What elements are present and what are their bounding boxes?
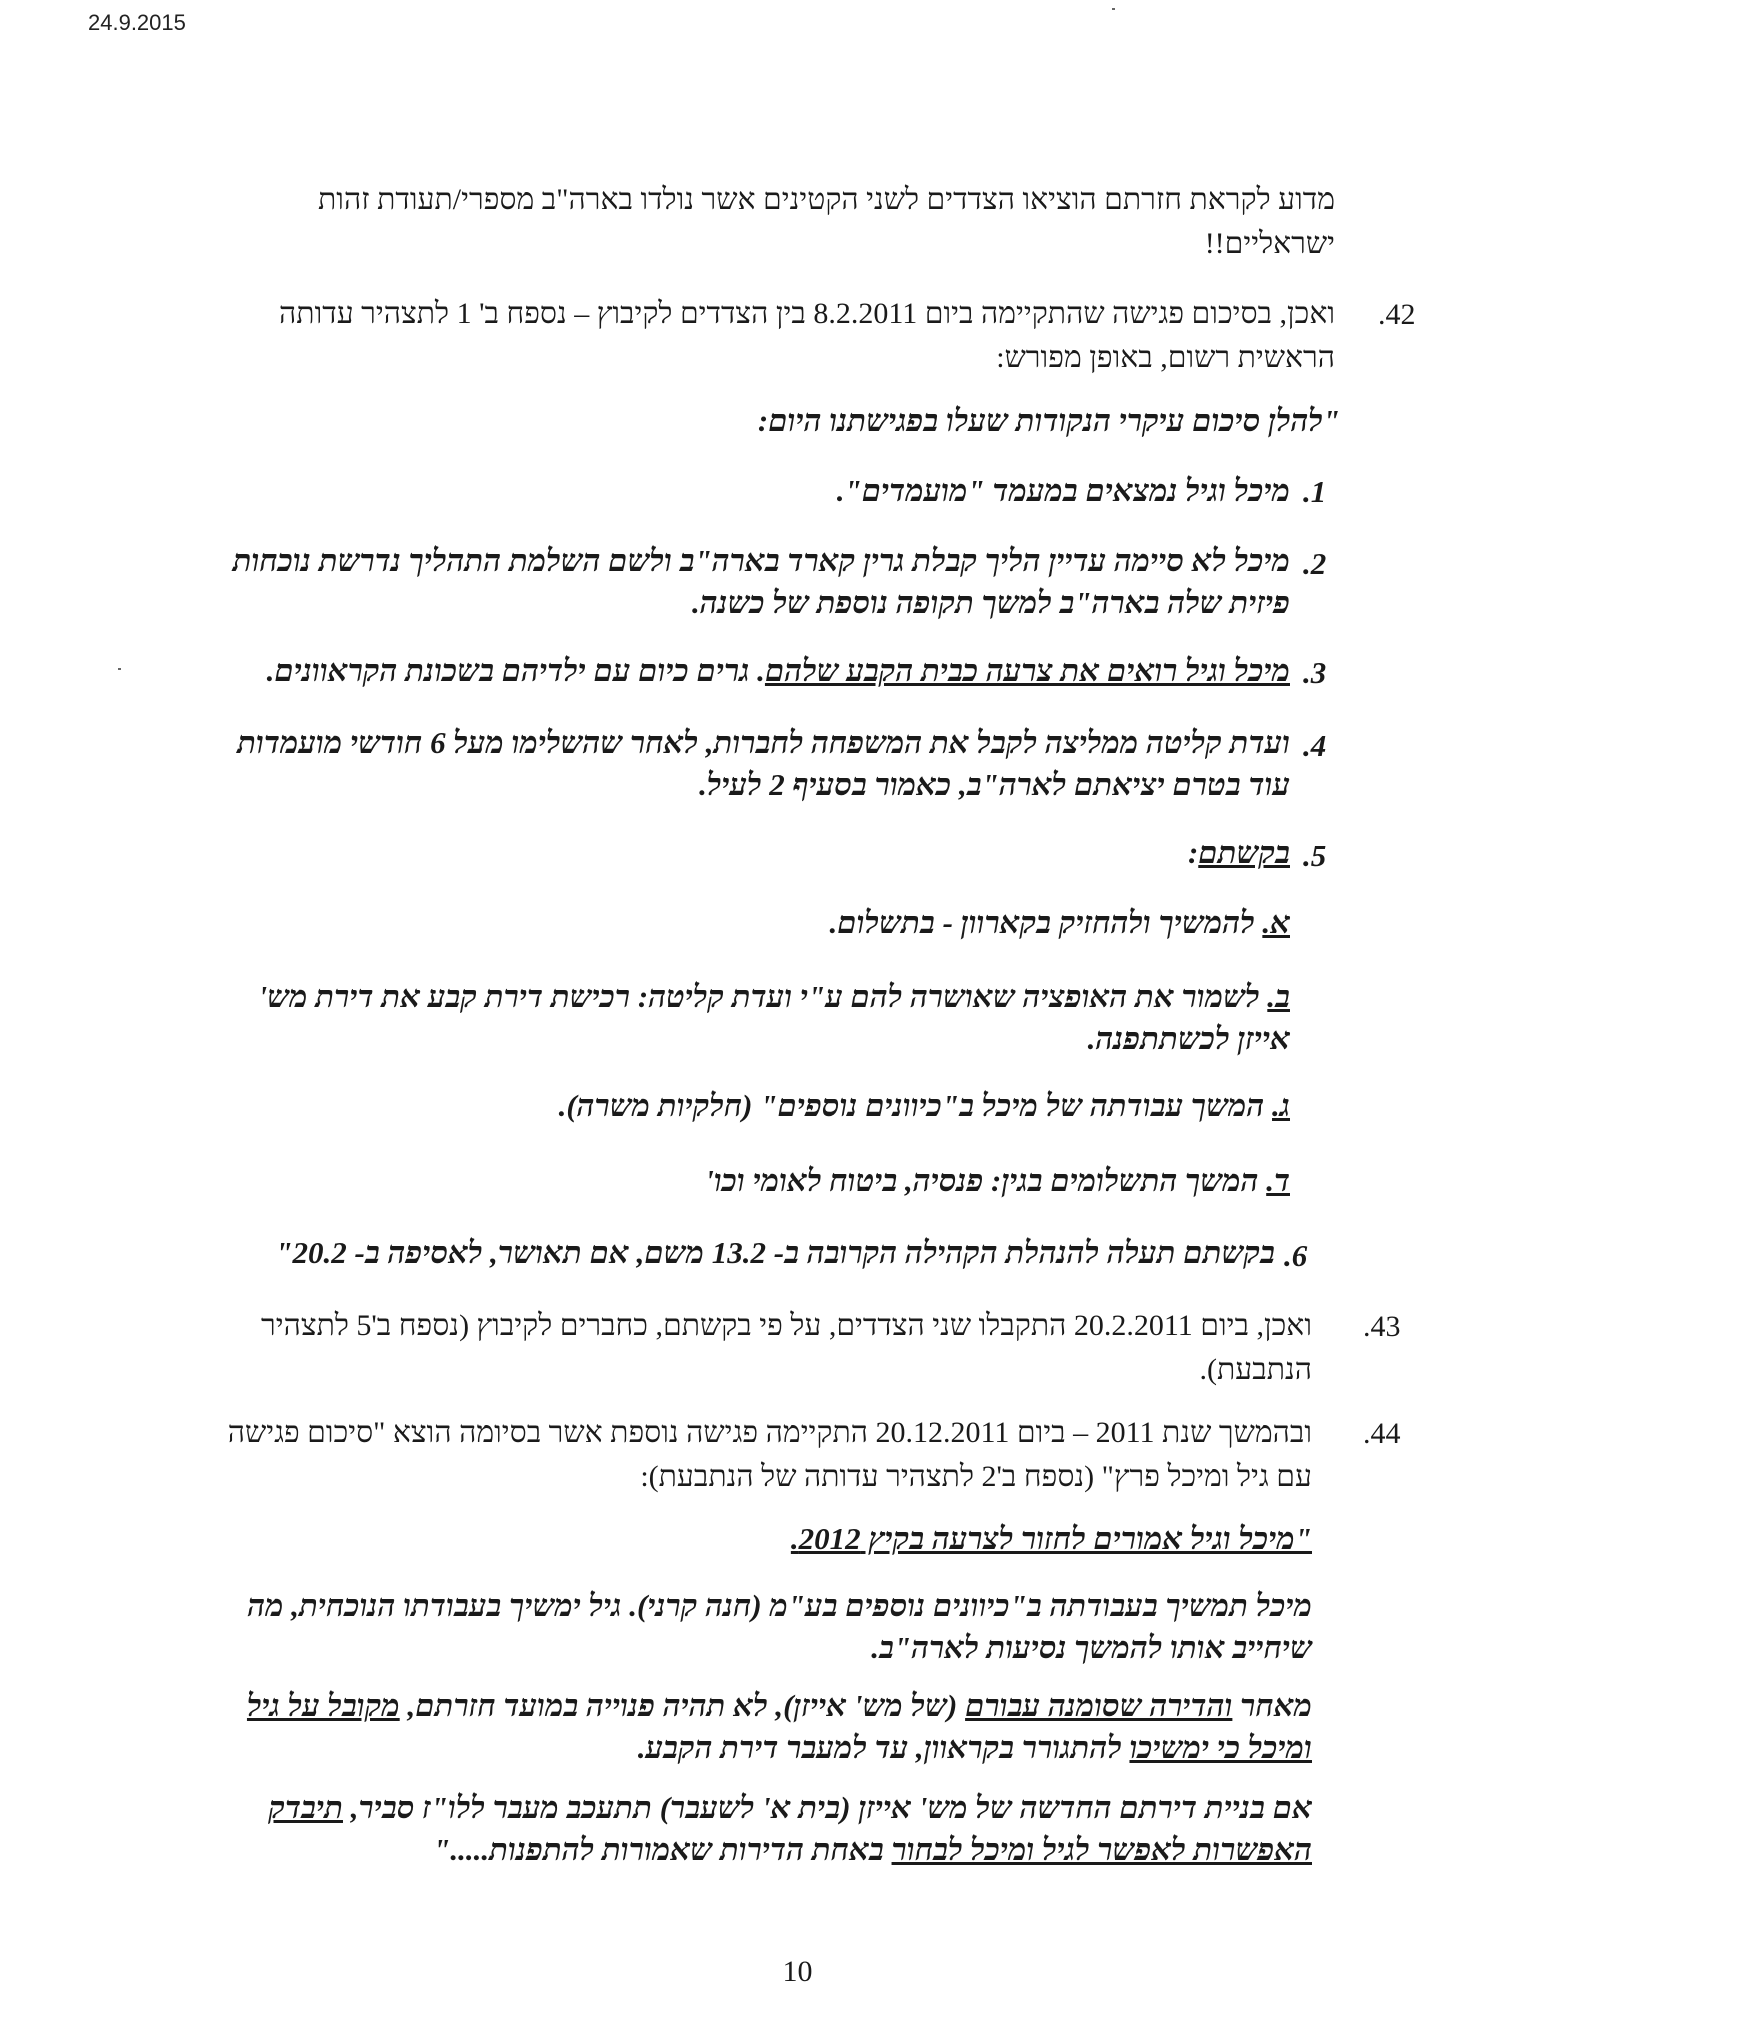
quote2-paragraph-3 (200, 1685, 1312, 1769)
item-3-rest: . גרים כיום עם ילדיהם בשכונת הקראוונים. (266, 653, 765, 688)
item-2-text: מיכל לא סיימה עדיין הליך קבלת גרין קארד בארה"ב ולשם השלמת התהליך נדרשת נוכחות פיזית שלה בארה"ב למשך תקופה נוספת של כשנה. (232, 543, 1290, 620)
subitem-c-letter: ג. (1272, 1088, 1290, 1123)
quote2-p4-b: תיבדק האפשרות לאפשר לגיל ומיכל לבחור (268, 1790, 1312, 1867)
quote2-p4-c: באחת הדירות שאמורות להתפנות....." (433, 1832, 892, 1867)
intro-paragraph: מדוע לקראת חזרתם הוציאו הצדדים לשני הקטינים אשר נולדו בארה"ב מספרי/תעודת זהות ישראליים!! (318, 183, 1335, 260)
quote2-p3-e: להתגורר בקראוון, עד למעבר דירת הקבע. (637, 1730, 1130, 1765)
item-3-underlined: מיכל וגיל רואים את צרעה כבית הקבע שלהם (764, 653, 1290, 688)
subitem-b-letter: ב. (1267, 979, 1290, 1014)
item-5-rest: : (1187, 835, 1199, 870)
item-6-number: .6 (1284, 1238, 1308, 1273)
paragraph-44-number: .44 (1363, 1417, 1401, 1450)
quote2-p3-d: מקובל על גיל ומיכל כי ימשיכו (246, 1688, 1312, 1765)
subitem-b (215, 976, 1290, 1060)
item-6-text: בקשתם תעלה להנהלת הקהילה הקרובה ב- 13.2 משם, אם תאושר, לאסיפה ב- 20.2" (275, 1235, 1275, 1270)
subitem-a-letter: א. (1262, 905, 1290, 940)
paragraph-43-text: ואכן, ביום 20.2.2011 התקבלו שני הצדדים, על פי בקשתם, כחברים לקיבוץ (נספח ב'5 לתצהיר הנתבעת). (261, 1309, 1312, 1386)
quote2-paragraph-2: מיכל תמשיך בעבודתה ב"כיוונים נוספים בע"מ (חנה קרני). גיל ימשיך בעבודתו הנוכחית, מה שיחייב אותו להמשך נסיעות לארה"ב. (247, 1588, 1312, 1665)
quote2-p3-a: מאחר (1232, 1688, 1312, 1723)
quote2-p4-a: אם בניית דירתם החדשה של מש' אייזן (בית א' לשעבר) תתעכב מעבר ללו"ז סביר, (342, 1790, 1312, 1825)
item-3-number: .3 (1303, 655, 1327, 690)
scan-speck (1112, 8, 1115, 10)
paragraph-42-number: .42 (1378, 298, 1416, 331)
item-4-text: ועדת קליטה ממליצה לקבל את המשפחה לחברות, לאחר שהשלימו מעל 6 חודשי מועמדות עוד בטרם יציאתם לארה"ב, כאמור בסעיף 2 לעיל. (237, 725, 1290, 802)
item-1-text: מיכל וגיל נמצאים במעמד "מועמדים". (836, 473, 1290, 508)
paragraph-42-text: ואכן, בסיכום פגישה שהתקיימה ביום 8.2.2011 בין הצדדים לקיבוץ – נספח ב' 1 לתצהיר עדותה הראשית רשום, באופן מפורש: (279, 297, 1335, 374)
page-number: 10 (782, 1955, 813, 1988)
subitem-a-text: להמשיך ולהחזיק בקארוון - בתשלום. (829, 905, 1255, 940)
item-5-text (215, 832, 1290, 874)
item-4-number: .4 (1303, 728, 1327, 763)
subitem-b-text: לשמור את האופציה שאושרה להם ע"י ועדת קליטה: רכישת דירת קבע את דירת מש' אייזן לכשתתפנה. (258, 979, 1290, 1056)
paragraph-43-number: .43 (1363, 1310, 1401, 1343)
quote-intro: "להלן סיכום עיקרי הנקודות שעלו בפגישתנו היום: (757, 403, 1340, 438)
subitem-d-letter: ד. (1266, 1163, 1290, 1198)
scan-speck (118, 668, 121, 670)
item-3-text (215, 650, 1290, 692)
quote2-paragraph-4 (200, 1787, 1312, 1871)
item-2-number: .2 (1303, 546, 1327, 581)
subitem-c (215, 1085, 1290, 1127)
paragraph-44-text: ובהמשך שנת 2011 – ביום 20.12.2011 התקיימה פגישה נוספת אשר בסיומה הוצא "סיכום פגישה עם גיל ומיכל פרץ" (נספח ב'2 לתצהיר עדותה של הנתבעת): (227, 1416, 1312, 1493)
item-5-underlined: בקשתם (1198, 835, 1290, 870)
print-date: 24.9.2015 (88, 10, 186, 35)
item-1-number: .1 (1303, 474, 1327, 509)
quote2-p3-b: והדירה שסומנה עבורם (965, 1688, 1233, 1723)
subitem-a (215, 902, 1290, 944)
subitem-d-text: המשך התשלומים בגין: פנסיה, ביטוח לאומי וכו' (705, 1163, 1259, 1198)
subitem-d (215, 1160, 1290, 1202)
quote2-p3-c: (של מש' אייזן), לא תהיה פנוייה במועד חזרתם, (399, 1688, 966, 1723)
quote2-line1: "מיכל וגיל אמורים לחזור לצרעה בקיץ 2012. (790, 1521, 1312, 1556)
item-5-number: .5 (1303, 838, 1327, 873)
subitem-c-text: המשך עבודתה של מיכל ב"כיוונים נוספים" (חלקיות משרה). (558, 1088, 1265, 1123)
